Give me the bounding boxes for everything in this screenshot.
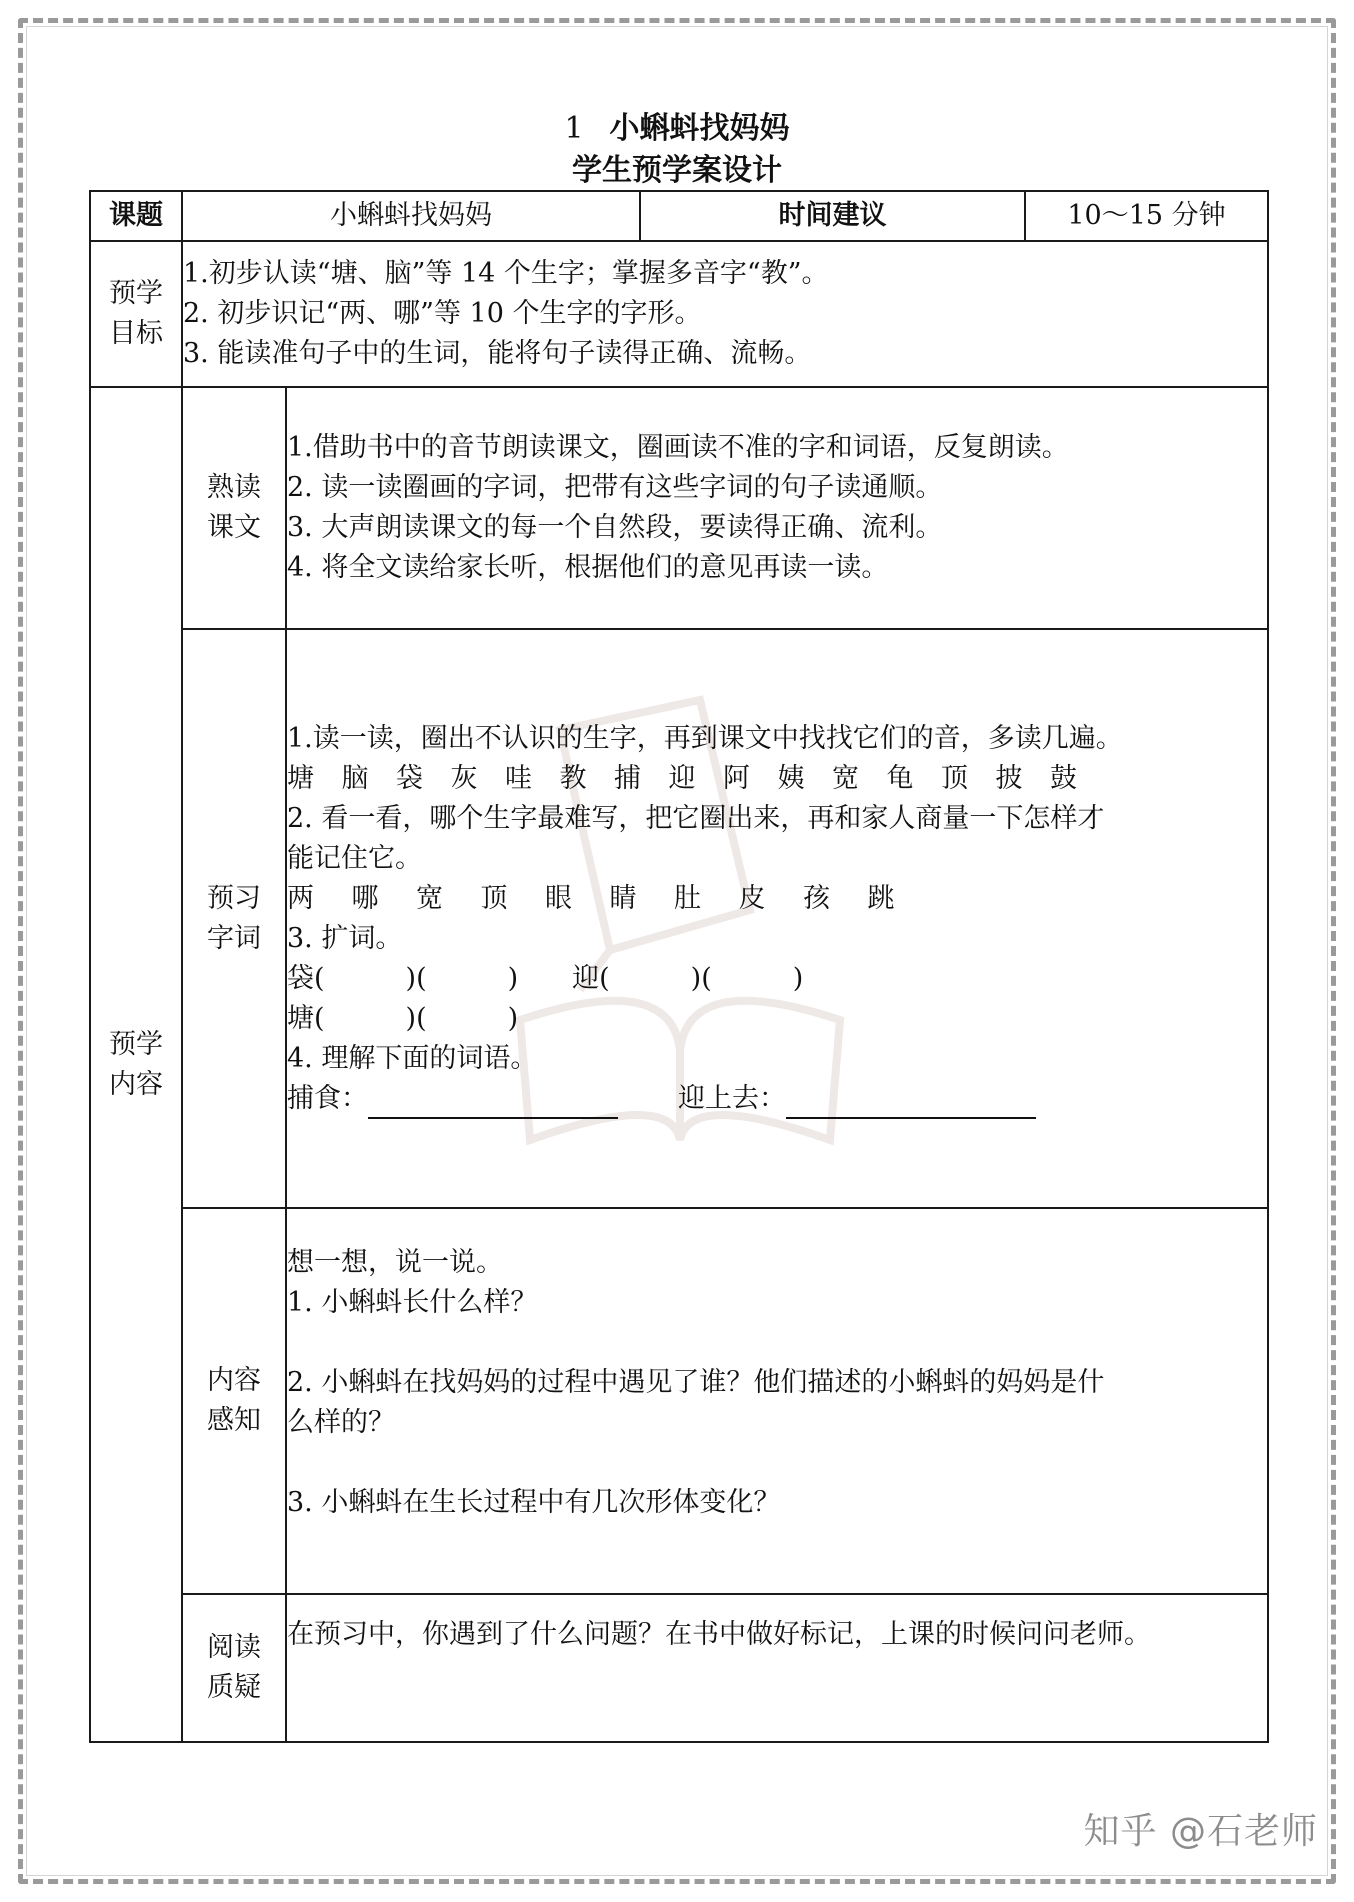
char-list-1 xyxy=(287,759,1267,799)
content-label-text: 预学内容 xyxy=(109,1028,163,1100)
goals-label xyxy=(90,241,182,387)
site-watermark: 知乎 @石老师 xyxy=(1083,1811,1318,1852)
term-1: 捕食： xyxy=(287,1082,368,1114)
reading-line: 4. 将全文读给家长听，根据他们的意见再读一读。 xyxy=(287,552,889,583)
reading-content xyxy=(286,387,1268,629)
term-2-blank[interactable] xyxy=(786,1087,1036,1119)
words-q3: 3. 扩词。 xyxy=(287,922,403,954)
content-label xyxy=(90,387,182,1742)
questions-label xyxy=(182,1594,286,1742)
reading-line: 1.借助书中的音节朗读课文，圈画读不准的字和词语，反复朗读。 xyxy=(287,432,1069,463)
hanzi-char: 捕 xyxy=(614,762,641,794)
reading-line: 3. 大声朗读课文的每一个自然段，要读得正确、流利。 xyxy=(287,512,943,543)
questions-content xyxy=(286,1594,1268,1742)
goal-line: 2. 初步识记“两、哪”等 10 个生字的字形。 xyxy=(183,298,702,329)
hanzi-char: 脑 xyxy=(341,762,369,794)
hanzi-char: 肚 xyxy=(674,882,701,914)
perception-label xyxy=(182,1208,286,1594)
perception-q1: 1. 小蝌蚪长什么样？ xyxy=(287,1287,538,1318)
words-content xyxy=(286,629,1268,1208)
reading-row xyxy=(90,387,1268,629)
words-q2-cont: 能记住它。 xyxy=(287,842,422,874)
hanzi-char: 顶 xyxy=(480,882,508,914)
hanzi-char: 鼓 xyxy=(1050,762,1077,794)
hanzi-char: 皮 xyxy=(738,882,766,914)
hanzi-char: 孩 xyxy=(803,882,830,914)
expand-row-2: 塘( )( ) xyxy=(287,1002,519,1034)
time-label: 时间建议 xyxy=(640,191,1025,241)
questions-label-text: 阅读质疑 xyxy=(207,1632,261,1703)
hanzi-char: 宽 xyxy=(416,882,443,914)
perception-intro: 想一想，说一说。 xyxy=(287,1247,503,1278)
hanzi-char: 披 xyxy=(995,762,1023,794)
hanzi-char: 睛 xyxy=(609,882,637,914)
hanzi-char: 龟 xyxy=(886,762,914,794)
hanzi-char: 跳 xyxy=(867,882,895,914)
document-subtitle: 学生预学案设计 xyxy=(572,153,782,188)
char-list-2 xyxy=(287,879,1267,919)
goals-label-text: 预学目标 xyxy=(109,278,163,349)
words-row xyxy=(90,629,1268,1208)
goal-line: 1.初步认读“塘、脑”等 14 个生字；掌握多音字“教”。 xyxy=(183,258,829,289)
term-1-blank[interactable] xyxy=(368,1087,618,1119)
goal-line: 3. 能读准句子中的生词，能将句子读得正确、流畅。 xyxy=(183,338,812,369)
goals-content xyxy=(182,241,1268,387)
reading-label xyxy=(182,387,286,629)
topic-label: 课题 xyxy=(90,191,182,241)
perception-q2-cont: 么样的？ xyxy=(287,1407,395,1438)
words-q4: 4. 理解下面的词语。 xyxy=(287,1042,538,1074)
expand-row-1: 袋( )( ) 迎( )( ) xyxy=(287,962,804,994)
hanzi-char: 灰 xyxy=(450,762,478,794)
goals-row xyxy=(90,241,1268,387)
hanzi-char: 教 xyxy=(559,762,587,794)
info-row xyxy=(90,191,1268,241)
hanzi-char: 迎 xyxy=(668,762,696,794)
hanzi-char: 塘 xyxy=(287,762,314,794)
lesson-title xyxy=(0,110,1354,148)
hanzi-char: 宽 xyxy=(832,762,859,794)
perception-label-text: 内容感知 xyxy=(207,1365,261,1436)
hanzi-char: 眼 xyxy=(545,882,572,914)
time-value: 10～15 分钟 xyxy=(1025,191,1268,241)
hanzi-char: 哪 xyxy=(351,882,379,914)
words-label xyxy=(182,629,286,1208)
terms-row xyxy=(287,1079,1267,1119)
questions-text: 在预习中，你遇到了什么问题？在书中做好标记，上课的时候问问老师。 xyxy=(287,1619,1151,1650)
perception-q2: 2. 小蝌蚪在找妈妈的过程中遇见了谁？他们描述的小蝌蚪的妈妈是什 xyxy=(287,1367,1105,1398)
perception-content xyxy=(286,1208,1268,1594)
perception-q3: 3. 小蝌蚪在生长过程中有几次形体变化？ xyxy=(287,1487,781,1518)
hanzi-char: 姨 xyxy=(777,762,805,794)
perception-row xyxy=(90,1208,1268,1594)
hanzi-char: 两 xyxy=(287,882,314,914)
reading-line: 2. 读一读圈画的字词，把带有这些字词的句子读通顺。 xyxy=(287,472,943,503)
lesson-title-text: 小蝌蚪找妈妈 xyxy=(609,111,790,146)
questions-row xyxy=(90,1594,1268,1742)
words-q1: 1.读一读，圈出不认识的生字，再到课文中找找它们的音，多读几遍。 xyxy=(287,722,1123,754)
term-2: 迎上去： xyxy=(678,1082,786,1114)
reading-label-text: 熟读课文 xyxy=(207,472,261,543)
prelearning-table xyxy=(89,190,1269,1743)
lesson-number: 1 xyxy=(564,111,584,146)
hanzi-char: 阿 xyxy=(723,762,750,794)
words-label-text: 预习字词 xyxy=(207,882,261,954)
hanzi-char: 袋 xyxy=(396,762,423,794)
topic-value: 小蝌蚪找妈妈 xyxy=(182,191,640,241)
hanzi-char: 哇 xyxy=(505,762,532,794)
hanzi-char: 顶 xyxy=(941,762,968,794)
words-q2: 2. 看一看，哪个生字最难写，把它圈出来，再和家人商量一下怎样才 xyxy=(287,802,1105,834)
